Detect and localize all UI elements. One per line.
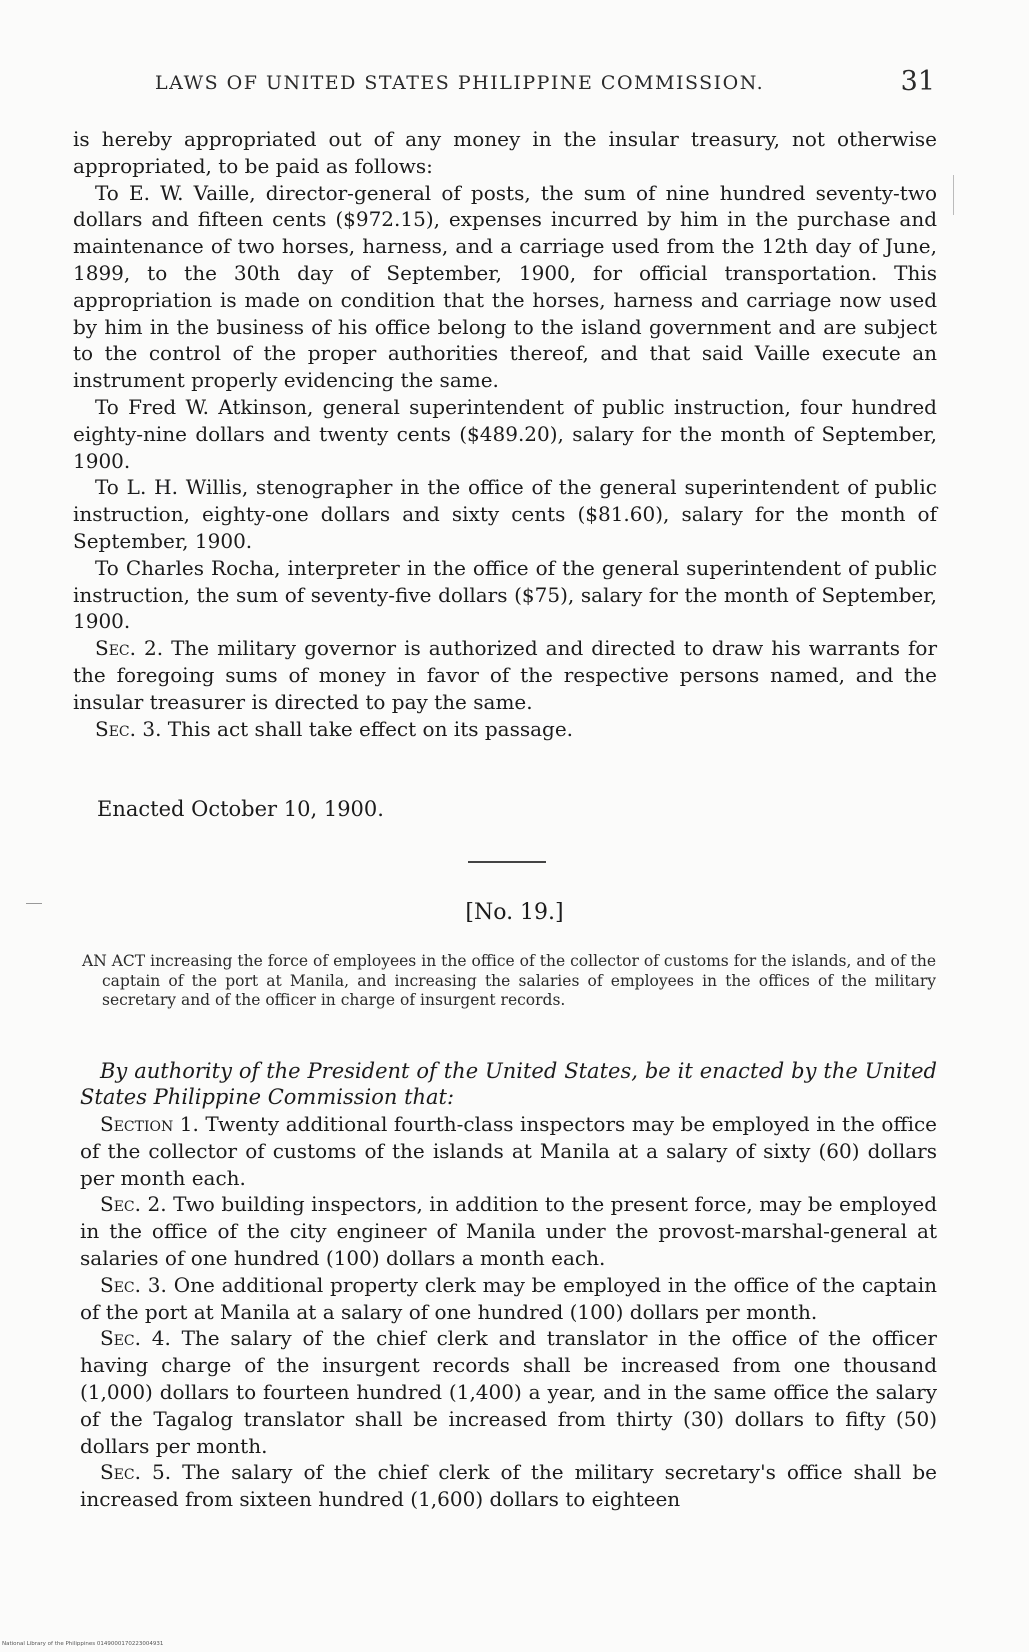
scan-footer: National Library of the Philippines 0149000170223004931 (2, 1641, 164, 1647)
section-text: The military governor is authorized and directed to draw his warrants for the foregoing sums of money in favor of the respective persons named, and the insular treasurer is directed to pay the same. (73, 636, 938, 714)
enacted-date: Enacted October 10, 1900. (97, 797, 384, 821)
section-4-paragraph (80, 1325, 937, 1459)
section-label: Sec. 3. (95, 716, 162, 741)
act-title-text: AN ACT increasing the force of employees in the office of the collector of customs for the islands, and of the captain of the port at Manila, and increasing the salaries of employees in the offices of the military secretary and of the officer in charge of insurgent records. (82, 952, 936, 1010)
section-label: Sec. 4. (100, 1326, 171, 1351)
section-label: Sec. 3. (100, 1272, 167, 1297)
section-2-paragraph (80, 1191, 937, 1271)
act-18-continuation (73, 126, 937, 742)
section-label: Sec. 2. (95, 636, 164, 661)
act-19-sections (80, 1111, 937, 1513)
act-title (82, 952, 936, 1011)
section-label: Sec. 5. (100, 1460, 172, 1485)
paragraph-atkinson: To Fred W. Atkinson, general superintendent of public instruction, four hundred eighty-nine dollars and twenty cents ($489.20), salary for the month of September, 1900. (73, 394, 937, 473)
act-number: [No. 19.] (465, 900, 564, 925)
enacting-clause-text: By authority of the President of the United States, be it enacted by the United States Philippine Commission that: (80, 1059, 937, 1109)
running-head (155, 66, 935, 97)
paragraph-appropriation: is hereby appropriated out of any money in the insular treasury, not otherwise appropriated, to be paid as follows: (73, 127, 937, 178)
section-divider (468, 861, 546, 863)
section-text: The salary of the chief clerk and translator in the office of the officer having charge of the insurgent records shall be increased from one thousand (1,000) dollars to fourteen hundred (1,400) a year, and in the same office the salary of the Tagalog translator shall be increased from thirty (30) dollars to fifty (50) dollars per month. (80, 1326, 937, 1458)
section-text: Two building inspectors, in addition to the present force, may be employed in the office of the city engineer of Manila under the provost-marshal-general at salaries of one hundred (100) dollars a month each. (80, 1192, 938, 1270)
section-text: One additional property clerk may be employed in the office of the captain of the port at Manila at a salary of one hundred (100) dollars per month. (80, 1272, 937, 1324)
section-label: Section 1. (100, 1112, 199, 1136)
margin-mark (953, 175, 954, 215)
section-3-paragraph (80, 1272, 937, 1326)
section-2-paragraph (73, 635, 937, 715)
paragraph-rocha: To Charles Rocha, interpreter in the office of the general superintendent of public instruction, the sum of seventy-five dollars ($75), salary for the month of September, 1900. (73, 555, 937, 634)
section-1-paragraph (80, 1111, 937, 1191)
paragraph-vaille: To E. W. Vaille, director-general of posts, the sum of nine hundred seventy-two dollars and fifteen cents ($972.15), expenses incurred by him in the purchase and maintenance of two horses, harness, and a carriage used from the 12th day of June, 1899, to the 30th day of September, 1900, for official transportation. This appropriation is made on condition that the horses, harness and carriage now used by him in the business of his office belong to the island government and are subject to the control of the proper authorities thereof, and that said Vaille execute an instrument properly evidencing the same. (73, 180, 937, 393)
page-number: 31 (900, 66, 935, 97)
paragraph-willis: To L. H. Willis, stenographer in the office of the general superintendent of public instruction, eighty-one dollars and sixty cents ($81.60), salary for the month of September, 1900. (73, 475, 937, 553)
section-3-paragraph (73, 716, 937, 743)
section-text: The salary of the chief clerk of the military secretary's office shall be increased from sixteen hundred (1,600) dollars to eighteen (80, 1460, 938, 1512)
section-label: Sec. 2. (100, 1192, 167, 1217)
section-text: This act shall take effect on its passage. (167, 716, 574, 741)
section-text: Twenty additional fourth-class inspectors may be employed in the office of the collector of customs of the islands at Manila at a salary of sixty (60) dollars per month each. (80, 1112, 938, 1190)
enacting-clause (80, 1058, 937, 1110)
running-head-title: LAWS OF UNITED STATES PHILIPPINE COMMISSION. (155, 72, 765, 94)
section-5-paragraph (80, 1459, 937, 1513)
